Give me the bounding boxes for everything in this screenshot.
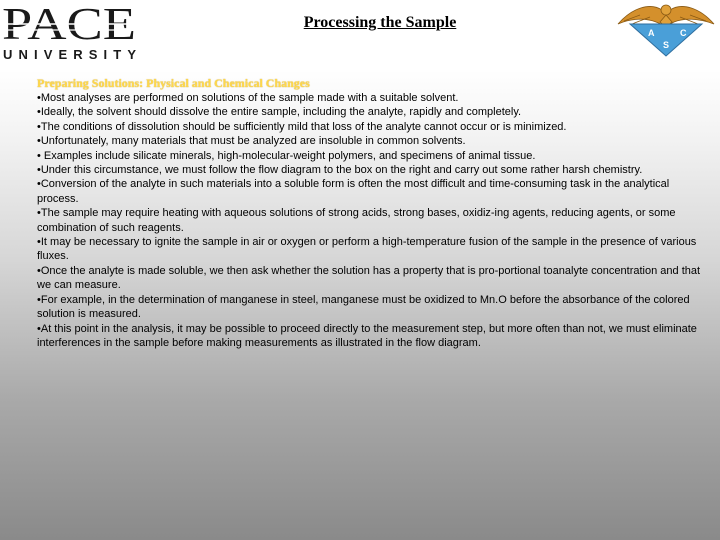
bullet-item: • Examples include silicate minerals, high-molecular-weight polymers, and specimens of animal tissue. xyxy=(37,149,709,163)
bullet-item: • Conversion of the analyte in such materials into a soluble form is often the most difficult and time-consuming task in the analytical process. xyxy=(37,177,709,206)
bullet-item: • The conditions of dissolution should be sufficiently mild that loss of the analyte cannot occur or is minimized. xyxy=(37,120,709,134)
emblem-logo xyxy=(610,0,720,58)
bullet-item: • The sample may require heating with aqueous solutions of strong acids, strong bases, oxidiz-ing agents, reducing agents, or some combination of such reagents. xyxy=(37,206,709,235)
bullet-item: • Once the analyte is made soluble, we then ask whether the solution has a property that is pro-portional toanalyte concentration and that we can measure. xyxy=(37,264,709,293)
bullet-item: • Most analyses are performed on solutions of the sample made with a suitable solvent. xyxy=(37,91,709,105)
emblem-letter: C xyxy=(680,28,687,38)
emblem-letter: A xyxy=(648,28,655,38)
section-subtitle: Preparing Solutions: Physical and Chemical Changes xyxy=(37,76,310,90)
page-title: Processing the Sample xyxy=(303,14,457,31)
bullet-item: • Under this circumstance, we must follow the flow diagram to the box on the right and carry out some rather harsh chemistry. xyxy=(37,163,709,177)
bullet-item: • Unfortunately, many materials that must be analyzed are insoluble in common solvents. xyxy=(37,134,709,148)
bullet-list xyxy=(37,91,709,350)
emblem-letter: S xyxy=(663,40,670,50)
bullet-item: • Ideally, the solvent should dissolve the entire sample, including the analyte, rapidly and completely. xyxy=(37,105,709,119)
logo-wordmark-pace: PACE xyxy=(2,0,136,49)
logo-wordmark-university: UNIVERSITY xyxy=(3,47,136,62)
bullet-item: • At this point in the analysis, it may be possible to proceed directly to the measurement step, but more often than not, we must eliminate interferences in the sample before making measurements as illustrated in the flow diagram. xyxy=(37,322,709,351)
bullet-item: • It may be necessary to ignite the sample in air or oxygen or perform a high-temperature fusion of the sample in the presence of various fluxes. xyxy=(37,235,709,264)
bullet-item: • For example, in the determination of manganese in steel, manganese must be oxidized to Mn.O before the absorbance of the colored solution is measured. xyxy=(37,293,709,322)
